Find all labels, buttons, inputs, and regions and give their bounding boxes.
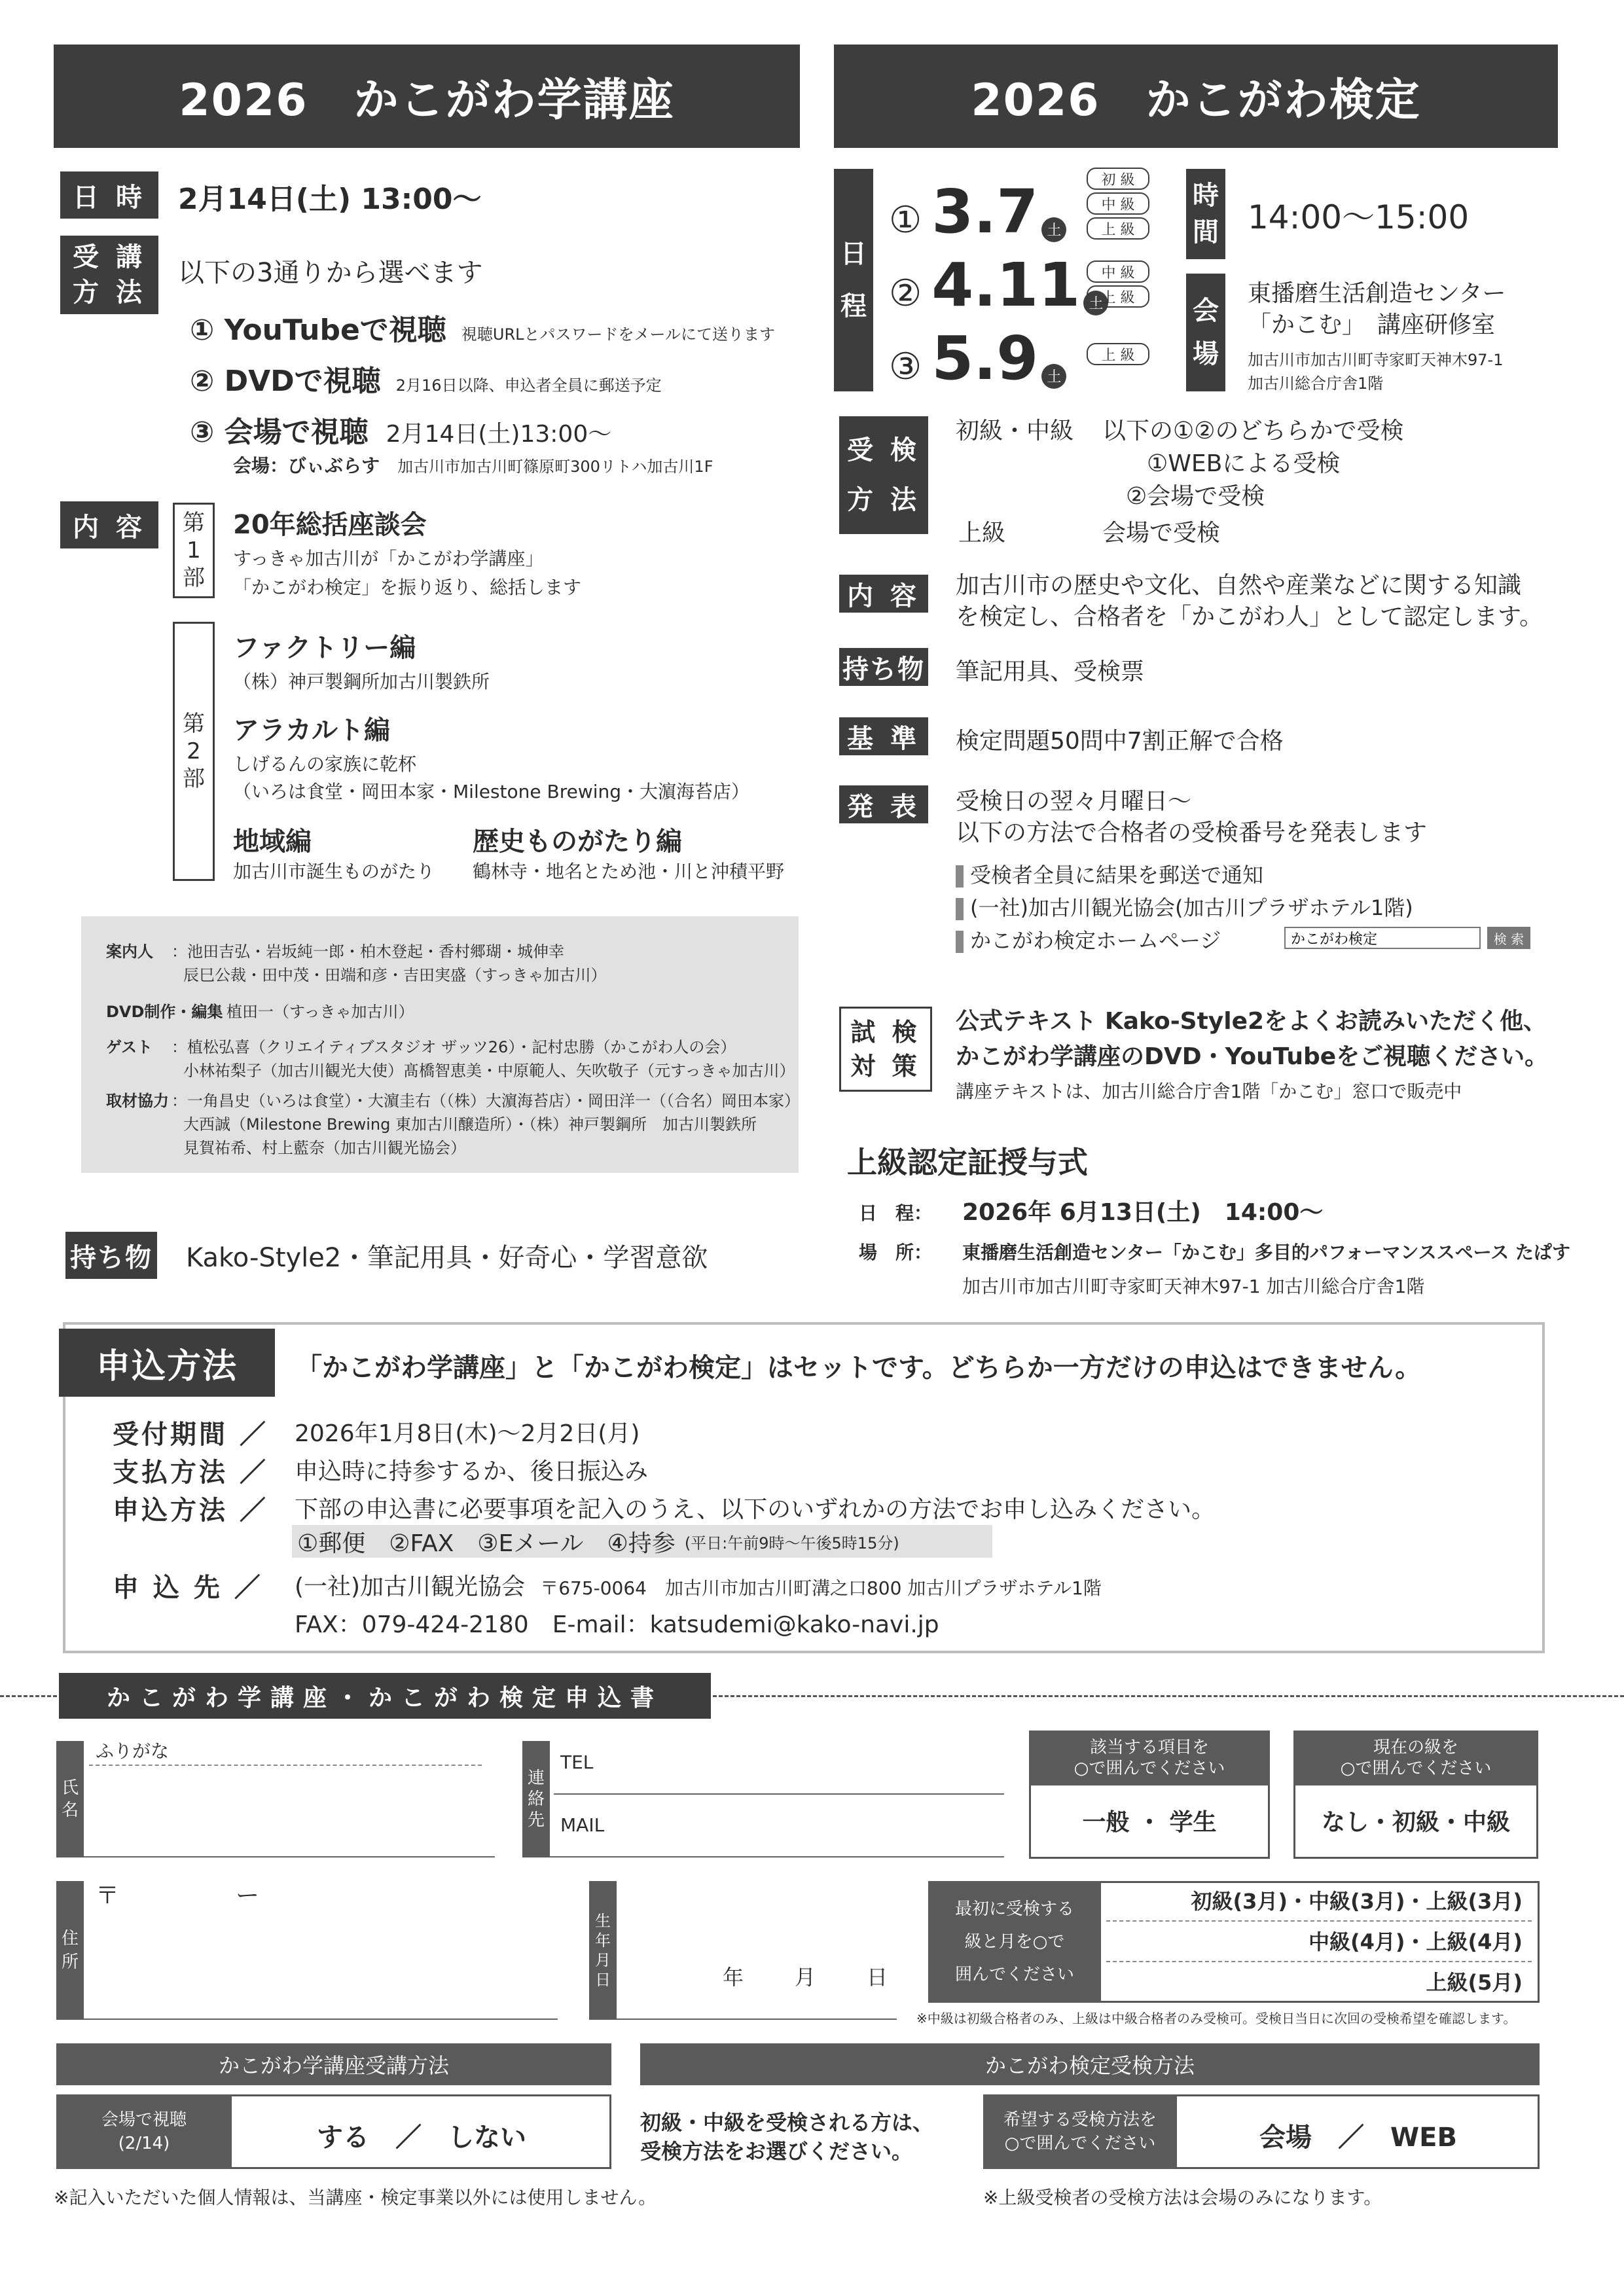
- first-exam-head: [928, 1881, 1101, 2003]
- part2-label-char: 第: [183, 711, 205, 737]
- method-item-venue: [190, 408, 611, 450]
- postal-mark: 〒: [96, 1882, 120, 1909]
- bullet-bar: [956, 898, 964, 920]
- part2-label: [173, 622, 215, 881]
- lecture-value[interactable]: する ／ しない: [317, 2123, 526, 2153]
- exam-method-tag: [839, 416, 928, 534]
- ceremony-date-label: 日 程：: [859, 1202, 933, 1224]
- lecture-label-line: 会場で視聴: [101, 2110, 187, 2130]
- datetime-value: 2月14日(土) 13:00〜: [178, 183, 482, 216]
- announce-item-text: (一社)加古川観光協会(加古川プラザホテル1階): [970, 895, 1413, 920]
- prep-line: 公式テキスト Kako-Style2をよくお読みいただく他、: [956, 1008, 1547, 1035]
- method-tag-line1: 受 講: [73, 242, 146, 272]
- grade-value[interactable]: なし・初級・中級: [1321, 1809, 1510, 1836]
- birth-label-char: 日: [595, 1971, 611, 1989]
- address-label: [56, 1881, 84, 2020]
- venue-tag: [1186, 274, 1225, 391]
- apply-tag: 申込方法: [59, 1329, 275, 1397]
- postal-dash: ー: [236, 1882, 260, 1909]
- exam-method-label-line: ○で囲んでください: [1004, 2134, 1156, 2153]
- first-exam-divider: [1106, 1961, 1532, 1962]
- privacy-note: ※記入いただいた個人情報は、当講座・検定事業以外には使用しません。: [54, 2187, 657, 2208]
- category-head-line: 該当する項目を: [1089, 1738, 1209, 1757]
- exam-belongings-value: 筆記用具、受検票: [956, 658, 1145, 685]
- region-desc: 加古川市誕生ものがたり: [233, 861, 435, 882]
- exam-belongings-tag: 持ち物: [839, 648, 928, 686]
- exam-date-3: [889, 323, 1066, 393]
- birth-month: 月: [795, 1965, 816, 1990]
- apply-dest-contact: FAX：079-424-2180 E-mail：katsudemi@kako-navi.jp: [295, 1611, 939, 1638]
- first-exam-option[interactable]: 初級(3月)・中級(3月)・上級(3月): [1191, 1889, 1523, 1914]
- venue-name: 東播磨生活創造センター: [1248, 280, 1506, 307]
- exam-method-l2: ①WEBによる受検: [1147, 450, 1341, 477]
- exam-method-tag-line1: 受 検: [847, 435, 920, 465]
- lecture-header: 2026 かこがわ学講座: [54, 45, 800, 148]
- time-tag: [1186, 169, 1225, 259]
- method-item-note: 2月16日以降、申込者全員に郵送予定: [395, 376, 662, 395]
- venue-name: 「かこむ」 講座研修室: [1248, 312, 1496, 338]
- apply-row-label: 申込方法 ／: [113, 1496, 268, 1526]
- apply-headline: 「かこがわ学講座」と「かこがわ検定」はセットです。どちらか一方だけの申込はできません。: [296, 1353, 1422, 1383]
- venue-addr: 加古川市加古川町寺家町天神木97-1: [1248, 351, 1504, 369]
- name-label-char: 氏: [61, 1778, 79, 1798]
- exam-date-day: 土: [1041, 364, 1066, 389]
- exam-date-2: [889, 250, 1108, 320]
- first-exam-option[interactable]: 上級(5月): [1426, 1970, 1523, 1995]
- furigana-line: [89, 1765, 482, 1766]
- schedule-tag-char: 日: [840, 239, 867, 269]
- part1-label-char: 1: [187, 537, 201, 564]
- exam-method-note: 初級・中級を受検される方は、: [640, 2110, 934, 2135]
- time-tag-char: 間: [1193, 217, 1219, 247]
- factory-desc: （株）神戸製鋼所加古川製鉄所: [233, 671, 490, 692]
- apply-row-label: 支払方法 ／: [113, 1458, 268, 1488]
- bullet-bar: [956, 931, 964, 953]
- credit-line: 小林祐梨子（加古川観光大使）髙橋智恵美・中原範人、矢吹敬子（元すっきゃ加古川）: [183, 1062, 795, 1080]
- apply-row-value: 下部の申込書に必要事項を記入のうえ、以下のいずれかの方法でお申し込みください。: [295, 1496, 1216, 1523]
- exam-method-label-line: 希望する受検方法を: [1003, 2110, 1157, 2130]
- exam-date-num: ①: [889, 199, 922, 242]
- method-item-youtube: [190, 306, 775, 348]
- exam-method-label: [983, 2094, 1177, 2169]
- exam-date-value: 3.7: [931, 177, 1039, 247]
- category-value[interactable]: 一般 ・ 学生: [1082, 1809, 1217, 1836]
- announce-line: 以下の方法で合格者の受検番号を発表します: [956, 819, 1428, 846]
- address-field[interactable]: [56, 1881, 558, 2020]
- prep-line: かこがわ学講座のDVD・YouTubeをご視聴ください。: [956, 1043, 1549, 1070]
- lecture-head: かこがわ学講座受講方法: [56, 2043, 611, 2085]
- category-head: [1029, 1731, 1270, 1785]
- venue-tag-char: 場: [1193, 339, 1219, 369]
- credits-box: [81, 916, 799, 1173]
- method-venue-addr: 加古川市加古川町篠原町300リトハ加古川1F: [397, 457, 713, 476]
- level-pill: 初 級: [1087, 168, 1149, 190]
- first-exam-head-line: 囲んでください: [954, 1965, 1074, 1984]
- search-input[interactable]: [1284, 927, 1481, 949]
- method-item-title: ① YouTubeで視聴: [190, 314, 446, 347]
- credit-line: ：池田吉弘・岩坂純一郎・柏木登起・香村郷瑚・城伸幸: [171, 942, 564, 961]
- method-venue: [233, 452, 713, 478]
- birth-day: 日: [867, 1965, 888, 1990]
- exam-method-l3: ②会場で受検: [1126, 483, 1265, 510]
- exam-method-l1b: 以下の①②のどちらかで受検: [1102, 418, 1404, 444]
- prep-line: 講座テキストは、加古川総合庁舎1階「かこむ」窓口で販売中: [956, 1081, 1462, 1102]
- address-label-char: 所: [61, 1952, 79, 1972]
- criteria-value: 検定問題50問中7割正解で合格: [956, 728, 1284, 755]
- address-label-char: 住: [61, 1929, 79, 1948]
- level-pill: 上 級: [1087, 343, 1149, 365]
- exam-method-l1a: 初級・中級: [956, 418, 1074, 444]
- credit-line: 辰巳公裁・田中茂・田端和彦・吉田実盛（すっきゃ加古川）: [183, 966, 607, 984]
- apply-dest-label: 申 込 先 ／: [113, 1573, 263, 1603]
- announce-item: [956, 859, 1263, 889]
- name-label-char: 名: [61, 1801, 79, 1820]
- lecture-label: [56, 2094, 232, 2169]
- history-desc: 鶴林寺・地名とため池・川と沖積平野: [473, 861, 785, 882]
- exam-header: 2026 かこがわ検定: [834, 45, 1558, 148]
- grade-head-line: 現在の級を: [1373, 1738, 1458, 1757]
- exam-method-tag-line2: 方 法: [847, 485, 920, 515]
- apply-dest-addr: 〒675-0064 加古川市加古川町溝之口800 加古川プラザホテル1階: [540, 1577, 1102, 1599]
- method-intro: 以下の3通りから選べます: [178, 258, 483, 288]
- content-tag: 内 容: [60, 501, 158, 548]
- exam-date-day: 土: [1041, 217, 1066, 242]
- exam-method-head: かこがわ検定受検方法: [640, 2043, 1540, 2085]
- part1-desc: すっきゃ加古川が「かこがわ学講座」: [233, 548, 544, 569]
- birth-label: [589, 1881, 617, 2020]
- birth-year: 年: [723, 1965, 744, 1990]
- announce-tag: 発 表: [839, 785, 928, 823]
- belongings-tag: 持ち物: [65, 1232, 157, 1279]
- prep-tag-line1: 試 検: [850, 1018, 921, 1047]
- exam-content-line: を検定し、合格者を「かこがわ人」として認定します。: [956, 603, 1543, 630]
- exam-date-value: 4.11: [931, 250, 1081, 320]
- ceremony-title: 上級認定証授与式: [847, 1145, 1088, 1180]
- ceremony-date-value: 2026年 6月13日(土) 14:00〜: [962, 1199, 1324, 1226]
- time-tag-char: 時: [1193, 181, 1219, 211]
- apply-ways-text: ①郵便 ②FAX ③Eメール ④持参: [297, 1530, 676, 1557]
- category-head-line: ○で囲んでください: [1074, 1759, 1225, 1778]
- exam-date-num: ②: [889, 272, 922, 315]
- first-exam-option[interactable]: 中級(4月)・上級(4月): [1308, 1929, 1523, 1954]
- apply-row-value: 2026年1月8日(木)〜2月2日(月): [295, 1420, 640, 1447]
- method-tag: [60, 236, 158, 314]
- first-exam-head-line: 最初に受検する: [954, 1899, 1074, 1919]
- first-exam-head-line: 級と月を○で: [964, 1932, 1065, 1952]
- apply-ways-note: (平日:午前9時〜午後5時15分): [684, 1534, 899, 1552]
- apply-ways: [292, 1525, 992, 1558]
- tel-label: TEL: [560, 1751, 594, 1773]
- level-pill: 中 級: [1087, 192, 1149, 215]
- schedule-tag-char: 程: [840, 291, 867, 321]
- first-exam-divider: [1106, 1920, 1532, 1922]
- credit-label: 取材協力: [106, 1092, 169, 1110]
- level-pill: 中 級: [1087, 260, 1149, 283]
- apply-row-label: 受付期間 ／: [113, 1420, 268, 1450]
- birth-label-char: 月: [595, 1951, 611, 1969]
- credit-label: 案内人: [106, 942, 153, 961]
- belongings-value: Kako-Style2・筆記用具・好奇心・学習意欲: [186, 1243, 708, 1273]
- ceremony-place-label: 場 所：: [859, 1242, 933, 1263]
- exam-method-note: 受検方法をお選びください。: [640, 2139, 913, 2164]
- announce-line: 受検日の翌々月曜日〜: [956, 788, 1192, 815]
- apply-row-value: 申込時に持参するか、後日振込み: [295, 1458, 649, 1485]
- tel-line: [554, 1793, 1004, 1795]
- datetime-tag: 日 時: [60, 171, 158, 219]
- method-tag-line2: 方 法: [73, 278, 146, 308]
- lecture-label-line: (2/14): [118, 2134, 170, 2153]
- exam-method-value[interactable]: 会場 ／ WEB: [1259, 2123, 1457, 2153]
- grade-head: [1293, 1731, 1538, 1785]
- exam-content-line: 加古川市の歴史や文化、自然や産業などに関する知識: [956, 572, 1522, 599]
- contact-label-char: 絡: [527, 1789, 545, 1809]
- credit-line: ：植田一（すっきゃ加古川）: [211, 1003, 414, 1021]
- part2-label-char: 部: [183, 766, 205, 792]
- first-exam-note: ※中級は初級合格者のみ、上級は中級合格者のみ受検可。受検日当日に次回の受検希望を確認します。: [916, 2011, 1517, 2026]
- exam-time: 14:00〜15:00: [1248, 198, 1470, 236]
- birth-label-char: 年: [595, 1931, 611, 1950]
- name-label: [56, 1741, 84, 1857]
- bullet-bar: [956, 865, 964, 888]
- venue-addr: 加古川総合庁舎1階: [1248, 374, 1384, 393]
- exam-content-tag: 内 容: [839, 575, 928, 613]
- contact-label-char: 先: [527, 1810, 545, 1830]
- contact-label: [522, 1741, 550, 1857]
- alacarte-desc: しげるんの家族に乾杯: [233, 753, 417, 775]
- prep-tag-line2: 対 策: [850, 1052, 921, 1081]
- method-item-title: ② DVDで視聴: [190, 365, 381, 398]
- alacarte-desc: （いろは食堂・岡田本家・Milestone Brewing・大濵海苔店）: [233, 781, 750, 802]
- part1-title: 20年総括座談会: [233, 510, 427, 540]
- venue-tag-char: 会: [1193, 296, 1219, 326]
- schedule-tag: [834, 169, 873, 391]
- grade-head-line: ○で囲んでください: [1340, 1759, 1492, 1778]
- exam-date-1: [889, 177, 1066, 247]
- method-venue-label: 会場：びぃぶらす: [233, 455, 380, 476]
- method-item-note: 2月14日(土)13:00〜: [386, 421, 612, 448]
- credit-label: ゲスト: [106, 1038, 153, 1056]
- search-button[interactable]: 検 索: [1487, 927, 1530, 949]
- birth-label-char: 生: [595, 1912, 611, 1930]
- birth-field[interactable]: [589, 1881, 897, 2020]
- furigana-label: ふりがな: [96, 1740, 170, 1762]
- region-title: 地域編: [233, 827, 312, 857]
- level-pill: 上 級: [1087, 217, 1149, 240]
- apply-dest-org: (一社)加古川観光協会: [295, 1573, 526, 1600]
- alacarte-title: アラカルト編: [233, 715, 390, 745]
- contact-label-char: 連: [527, 1768, 545, 1788]
- part2-label-char: 2: [187, 738, 201, 764]
- ceremony-place-value: 東播磨生活創造センター「かこむ」多目的パフォーマンススペース たぱす: [962, 1242, 1570, 1263]
- exam-date-num: ③: [889, 346, 922, 388]
- method-item-note: 視聴URLとパスワードをメールにて送ります: [461, 325, 776, 344]
- upper-note: ※上級受検者の受検方法は会場のみになります。: [983, 2187, 1382, 2208]
- apply-dest: [295, 1568, 1102, 1602]
- credit-line: 大西誠（Milestone Brewing 東加古川醸造所）・（株）神戸製鋼所 加古川製鉄所: [183, 1115, 757, 1134]
- contact-field[interactable]: [522, 1741, 1004, 1857]
- mail-label: MAIL: [560, 1814, 605, 1836]
- announce-item-text: かこがわ検定ホームページ: [970, 928, 1221, 953]
- ceremony-place-addr: 加古川市加古川町寺家町天神木97-1 加古川総合庁舎1階: [962, 1276, 1425, 1297]
- exam-date-value: 5.9: [931, 323, 1039, 393]
- announce-item: [956, 891, 1413, 922]
- part1-label-char: 第: [183, 510, 205, 536]
- method-item-title: ③ 会場で視聴: [190, 416, 369, 449]
- method-item-dvd: [190, 357, 662, 399]
- criteria-tag: 基 準: [839, 717, 928, 755]
- credit-line: ：植松弘喜（クリエイティブスタジオ ザッツ26）・記村忠勝（かこがわ人の会）: [171, 1038, 736, 1056]
- part1-label: [173, 503, 215, 598]
- form-title: かこがわ学講座・かこがわ検定申込書: [59, 1673, 711, 1719]
- part1-desc: 「かこがわ検定」を振り返り、総括します: [233, 577, 582, 598]
- part1-label-char: 部: [183, 565, 205, 591]
- exam-method-l4a: 上級: [958, 520, 1006, 547]
- exam-method-l4b: 会場で受検: [1102, 520, 1221, 547]
- credit-label: DVD制作・編集: [106, 1003, 223, 1021]
- level-pill: 上 級: [1087, 285, 1149, 308]
- exam-date-day: 土: [1083, 291, 1108, 315]
- announce-item: [956, 924, 1221, 954]
- factory-title: ファクトリー編: [233, 633, 416, 663]
- credit-line: ：一角昌史（いろは食堂）・大濵圭右（（株）大濵海苔店）・岡田洋一（（合名）岡田本家）: [171, 1092, 800, 1110]
- history-title: 歴史ものがたり編: [473, 827, 682, 857]
- prep-tag: [839, 1007, 932, 1092]
- announce-item-text: 受検者全員に結果を郵送で通知: [970, 863, 1264, 888]
- credit-line: 見賀祐希、村上藍奈（加古川観光協会）: [183, 1139, 466, 1157]
